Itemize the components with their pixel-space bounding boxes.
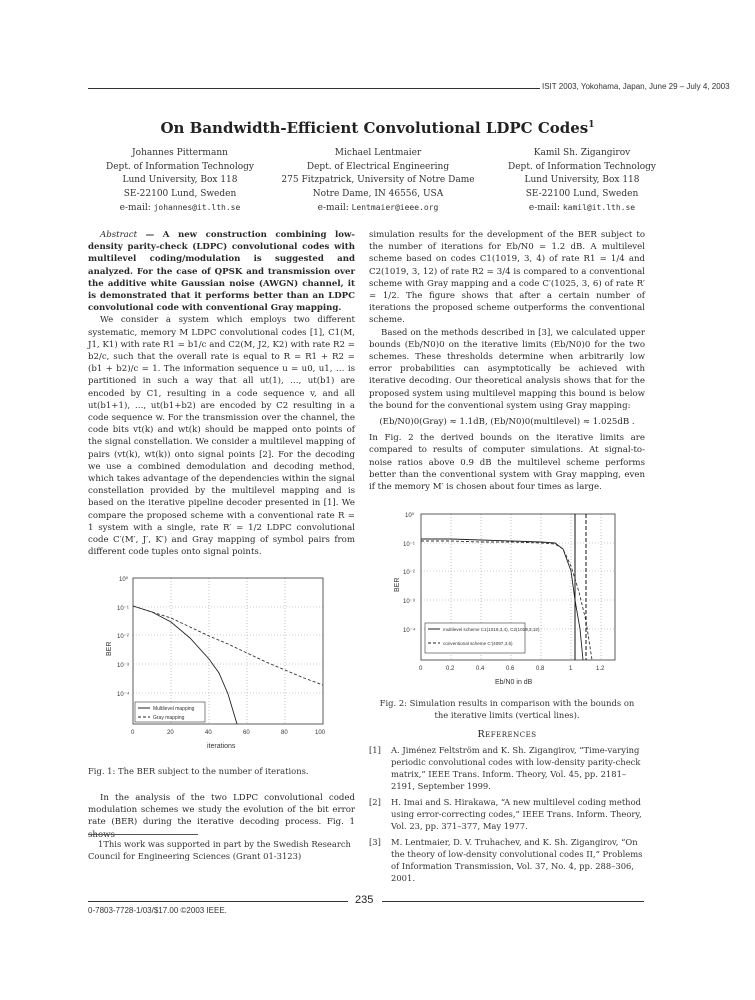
svg-text:100: 100: [315, 730, 326, 736]
reference-text: M. Lentmaier, D. V. Truhachev, and K. Sh. Zigangirov, “On the theory of low-density convolutional codes II,” Problems of Information Transmission, Vol. 37, No. 4, pp. 288–306, 2001.: [391, 837, 643, 883]
author-address: SE-22100 Lund, Sweden: [123, 188, 237, 199]
svg-text:1.2: 1.2: [596, 666, 605, 672]
author-email: johannes@it.lth.se: [153, 203, 241, 212]
svg-text:10⁻¹: 10⁻¹: [117, 606, 129, 612]
svg-text:0.8: 0.8: [536, 666, 545, 672]
abstract: [88, 229, 355, 314]
author-address: Lund University, Box 118: [122, 175, 238, 185]
figure-1-caption: Fig. 1: The BER subject to the number of iterations.: [88, 766, 309, 776]
body-paragraph: In Fig. 2 the derived bounds on the iterative limits are compared to results of computer simulations. At signal-to-noise ratios above 0.9 dB the multilevel scheme performs better than the conventional system with Gray mapping, even if the memory M′ is chosen about four times as large.: [369, 433, 645, 493]
svg-text:0.6: 0.6: [506, 666, 515, 672]
svg-text:1: 1: [569, 666, 573, 672]
body-paragraph: Based on the methods described in [3], we calculated upper bounds (Eb/N0)0 on the iterative limits (Eb/N0)0 for the two schemes. These thresholds determine when arbitrarily low error probabilities can asymptotically be achieved with iterative decoding. Our theoretical analysis shows that for the proposed system using multilevel mapping this bound is below the bound for the conventional system using Gray mapping:: [369, 327, 645, 411]
svg-text:10⁻²: 10⁻²: [117, 634, 129, 640]
author-email: kamil@it.lth.se: [562, 203, 636, 212]
title-text: On Bandwidth-Efficient Convolutional LDPC Codes: [160, 119, 589, 137]
reference-number: [3]: [369, 837, 381, 847]
svg-text:10⁻¹: 10⁻¹: [403, 542, 415, 548]
author-dept: Dept. of Electrical Engineering: [306, 161, 450, 172]
email-label: e-mail:: [119, 203, 151, 213]
references-heading: References: [477, 729, 537, 740]
svg-text:0.4: 0.4: [476, 666, 485, 672]
legend: [135, 702, 205, 722]
figure-2-chart: [385, 508, 645, 688]
left-column: [88, 229, 355, 558]
author-dept: Dept. of Information Technology: [508, 161, 656, 172]
svg-text:10⁻³: 10⁻³: [117, 663, 129, 669]
reference-number: [2]: [369, 797, 381, 807]
email-label: e-mail:: [528, 203, 560, 213]
footer-rule-left: [88, 901, 348, 902]
svg-text:10⁻²: 10⁻²: [403, 570, 415, 576]
reference-item: [369, 836, 645, 884]
figure-1-chart: [95, 572, 345, 752]
reference-number: [1]: [369, 745, 381, 755]
legend-multilevel: Multilevel mapping: [153, 706, 195, 712]
legend-conventional-scheme: conventional scheme C′(4097,3,6): [443, 641, 513, 646]
reference-item: [369, 796, 645, 832]
references-section: [369, 729, 645, 884]
svg-text:0.2: 0.2: [446, 666, 455, 672]
author-address: 275 Fitzpatrick, University of Notre Dame: [281, 175, 475, 185]
legend-gray: Gray mapping: [153, 715, 185, 721]
body-paragraph: We consider a system which employs two different systematic, memory M LDPC convolutional codes [1], C1(M, J1, K1) with rate R1 = b1/c and C2(M, J2, K2) with rate R2 = b2/c, such that the overall rate is equal to R = R1 + R2 = (b1 + b2)/c = 1. The information sequence u = u0, u1, … is partitioned in such a way that all ut(1), …, ut(b1) are encoded by C1, resulting in a code sequence v, and all ut(b1+1), …, ut(b1+b2) are encoded by C2 resulting in a code sequence w. For the transmission over the channel, the code bits vt(k) and wt(k) should be mapped onto points of the signal constellation. We consider a multilevel mapping of pairs (vt(k), wt(k)) onto signal points [2]. For the decoding we use a combined demodulation and decoding method, which takes advantage of the dependencies within the signal constellation provided by the multilevel mapping and is based on the iterative pipeline decoder presented in [1]. We compare the proposed scheme with a conventional rate R = 1 system with a single, rate R′ = 1/2 LDPC convolutional code C′(M′, J′, K′) and Gray mapping of symbol pairs from different code tuples onto signal points.: [88, 315, 355, 558]
footer-rule-right: [382, 901, 644, 902]
author-name: Kamil Sh. Zigangirov: [533, 148, 631, 158]
reference-item: [369, 744, 645, 792]
author-address: Lund University, Box 118: [524, 175, 640, 185]
body-paragraph: In the analysis of the two LDPC convolutional coded modulation schemes we study the evolution of the bit error rate (BER) during the iterative decoding process. Fig. 1 shows: [88, 793, 355, 840]
footnote: 1This work was supported in part by the Swedish Research Council for Engineering Sciences (Grant 01-3123): [88, 839, 351, 861]
right-column: [369, 229, 645, 493]
legend: [425, 623, 540, 653]
copyright-isbn: 0-7803-7728-1/03/$17.00 ©2003 IEEE.: [88, 906, 227, 915]
reference-text: A. Jiménez Feltström and K. Sh. Zigangirov, “Time-varying periodic convolutional codes with low-density parity-check matrix,” IEEE Trans. Inform. Theory, Vol. 45, pp. 2181–2191, September 1999.: [391, 745, 641, 791]
svg-text:40: 40: [205, 730, 212, 736]
author-name: Michael Lentmaier: [334, 148, 422, 158]
svg-text:80: 80: [281, 730, 288, 736]
abstract-label: Abstract: [100, 230, 138, 240]
svg-text:10⁻⁴: 10⁻⁴: [117, 692, 130, 698]
svg-text:Eb/N0 in dB: Eb/N0 in dB: [495, 679, 533, 686]
bound-equation: (Eb/N0)0(Gray) ≈ 1.1dB, (Eb/N0)0(multilevel) ≈ 1.025dB .: [379, 417, 635, 428]
author-dept: Dept. of Information Technology: [106, 161, 254, 172]
author-name: Johannes Pittermann: [132, 148, 228, 158]
author-block-3: [462, 147, 702, 216]
reference-text: H. Imai and S. Hirakawa, “A new multilevel coding method using error-correcting codes,” IEEE Trans. Inform. Theory, Vol. 23, pp. 371–377, May 1977.: [391, 797, 642, 831]
header-rule: [88, 88, 540, 89]
email-label: e-mail:: [317, 203, 349, 213]
author-address: Notre Dame, IN 46556, USA: [312, 188, 444, 199]
svg-text:0: 0: [131, 730, 135, 736]
figure-2-caption: Fig. 2: Simulation results in comparison with the bounds on the iterative limits (vertical lines).: [379, 698, 635, 720]
gray-mapping-line: [133, 606, 323, 685]
svg-text:0: 0: [419, 666, 423, 672]
author-address: SE-22100 Lund, Sweden: [525, 188, 639, 199]
svg-text:BER: BER: [106, 641, 113, 656]
svg-text:BER: BER: [394, 577, 401, 592]
body-paragraph: simulation results for the development of the BER subject to the number of iterations for Eb/N0 = 1.2 dB. A multilevel scheme based on codes C1(1019, 3, 4) of rate R1 = 1/4 and C2(1019, 3, 12) of rate R2 = 3/4 is compared to a conventional scheme with Gray mapping and a code C′(1025, 3, 6) of rate R′ = 1/2. The figure shows that after a certain number of iterations the proposed scheme outperforms the conventional scheme.: [369, 230, 645, 326]
svg-text:20: 20: [167, 730, 174, 736]
svg-text:10⁰: 10⁰: [405, 513, 415, 519]
svg-text:10⁻⁴: 10⁻⁴: [403, 628, 416, 634]
abstract-text: — A new construction combining low-density parity-check (LDPC) convolutional codes with multilevel coding/modulation is suggested and analyzed. For the case of QPSK and transmission over the additive white Gaussian noise (AWGN) channel, it is demonstrated that it performs better than an LDPC convolutional code with conventional Gray mapping.: [88, 230, 355, 314]
paper-title: [0, 119, 755, 137]
legend-multilevel-scheme: multilevel scheme C1(1019,3,4), C2(1019,3,12): [443, 627, 540, 632]
page-number: 235: [355, 894, 374, 906]
svg-text:10⁻³: 10⁻³: [403, 599, 415, 605]
conference-header: ISIT 2003, Yokohama, Japan, June 29 – July 4, 2003: [542, 82, 730, 91]
author-email: Lentmaier@ieee.org: [351, 203, 439, 212]
title-footnote-mark: 1: [588, 120, 595, 130]
svg-text:10⁰: 10⁰: [119, 577, 129, 583]
svg-text:iterations: iterations: [207, 743, 236, 750]
footnote-rule: [88, 834, 198, 835]
svg-text:60: 60: [243, 730, 250, 736]
